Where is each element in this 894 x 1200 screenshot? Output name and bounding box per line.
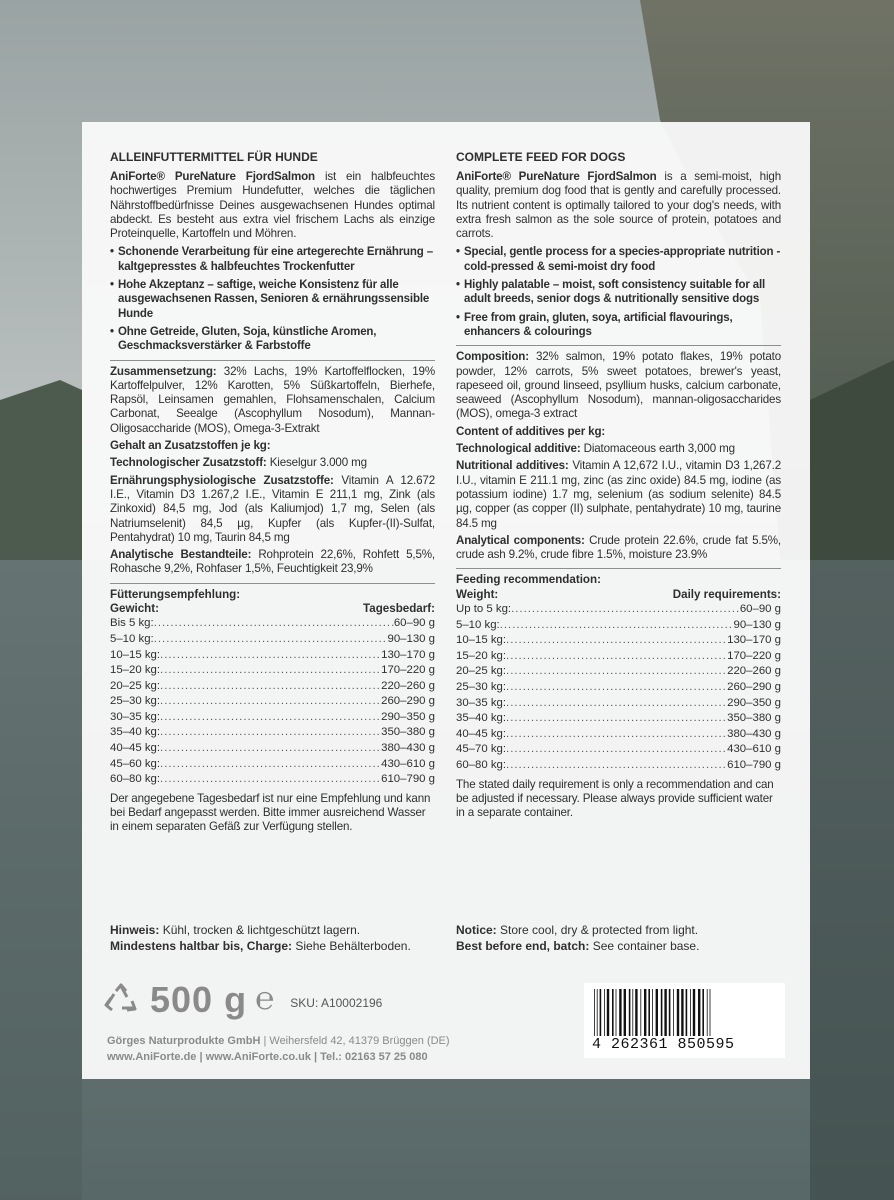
feeding-weight: 20–25 kg:	[456, 665, 507, 678]
leader-dots	[506, 727, 727, 743]
feeding-amount: 170–220 g	[381, 664, 435, 677]
feeding-amount: 90–130 g	[387, 632, 435, 645]
de-additives-head	[110, 439, 435, 453]
barcode-bar	[632, 989, 633, 1041]
leader-dots	[154, 632, 388, 648]
barcode-bar	[635, 989, 637, 1041]
feeding-amount: 130–170 g	[727, 634, 781, 647]
de-tech-text: Kieselgur 3.000 mg	[269, 456, 367, 470]
en-nutri-text: Vitamin A 12,672 I.U., vitamin D3 1,267.2 I.U., vitamin E 211.1 mg, zinc (as zinc oxide) 84.5 mg, iodine (as potassium iodine) 1.7 mg, selenium (as sodium selenite) 84.5 µg, copper (as copper (II) sulphate, pentahydrate) 10 mg, taurine 84.5 mg	[456, 459, 781, 530]
leader-dots	[506, 696, 727, 712]
leader-dots	[506, 742, 727, 758]
de-bbe-text: Siehe Behälterboden.	[295, 939, 411, 953]
de-nutri-additive	[110, 474, 435, 545]
feeding-amount: 350–380 g	[727, 712, 781, 725]
en-composition	[456, 350, 781, 421]
en-notice-label: Notice:	[456, 923, 497, 937]
feeding-amount: 90–130 g	[733, 618, 781, 631]
feeding-weight: 15–20 kg:	[456, 649, 507, 662]
barcode-box	[584, 983, 785, 1058]
barcode-bar	[661, 989, 663, 1041]
feeding-row	[110, 632, 435, 648]
de-storage-notice	[110, 922, 411, 954]
en-additives-head-text: Content of additives per kg:	[456, 424, 606, 438]
feeding-weight: Bis 5 kg:	[110, 617, 154, 630]
feeding-amount: 430–610 g	[381, 757, 435, 770]
feeding-row	[110, 694, 435, 710]
feeding-amount: 220–260 g	[381, 679, 435, 692]
de-analysis-text: Rohprotein 22,6%, Rohfett 5,5%, Rohasche 9,2%, Rohfaser 1,5%, Feuchtigkeit 23,9%	[110, 548, 435, 576]
divider	[110, 360, 435, 361]
de-composition-label: Zusammensetzung:	[110, 364, 217, 378]
de-tech-label: Technologischer Zusatzstoff:	[110, 456, 267, 470]
en-tech-text: Diatomaceous earth 3,000 mg	[583, 442, 735, 456]
feeding-amount: 260–290 g	[727, 680, 781, 693]
en-col-daily: Daily requirements:	[672, 587, 781, 601]
barcode-bar	[624, 989, 626, 1041]
leader-dots	[160, 694, 381, 710]
de-bullet-2: • Hohe Akzeptanz – saftige, weiche Konsistenz für alle ausgewachsenen Rassen, Senioren & ernährungssensible Hunde	[110, 278, 435, 321]
leader-dots	[160, 648, 381, 664]
feeding-weight: 45–60 kg:	[110, 757, 161, 770]
de-feeding-title-text: Fütterungsempfehlung:	[110, 587, 241, 601]
net-weight: 500 g	[150, 979, 248, 1020]
company-info	[107, 1033, 450, 1065]
feeding-row	[456, 742, 781, 758]
de-intro-text: ist ein halbfeuchtes hochwertiges Premium Hundefutter, welches die täglichen Nährstoffbedürfnisse Deines ausgewachsenen Hundes optimal abdeckt. Es besteht aus extra viel frischem Lachs als einzige Proteinquelle, Kartoffeln und Möhren.	[110, 170, 435, 241]
feeding-row	[456, 711, 781, 727]
feeding-amount: 130–170 g	[381, 648, 435, 661]
barcode-bar	[707, 989, 708, 1041]
leader-dots	[506, 680, 727, 696]
recycle-icon	[104, 983, 138, 1017]
en-bullet-3: • Free from grain, gluten, soya, artificial flavourings, enhancers & colourings	[456, 311, 781, 340]
feeding-weight: 40–45 kg:	[456, 727, 507, 740]
feeding-weight: 15–20 kg:	[110, 664, 161, 677]
feeding-amount: 430–610 g	[727, 743, 781, 756]
en-tech-additive	[456, 442, 781, 456]
en-nutri-label: Nutritional additives:	[456, 459, 569, 473]
de-bullet-3: • Ohne Getreide, Gluten, Soja, künstliche Aromen, Geschmacksverstärker & Farbstoffe	[110, 325, 435, 354]
en-tech-label: Technological additive:	[456, 442, 581, 456]
feeding-row	[110, 663, 435, 679]
barcode-bar	[698, 989, 700, 1041]
feeding-weight: 10–15 kg:	[110, 648, 161, 661]
feeding-amount: 60–90 g	[393, 617, 435, 630]
en-brand: AniForte® PureNature FjordSalmon	[456, 170, 657, 183]
feeding-amount: 220–260 g	[727, 665, 781, 678]
feeding-row	[456, 680, 781, 696]
de-analysis	[110, 548, 435, 577]
de-tech-additive	[110, 456, 435, 470]
en-analysis	[456, 534, 781, 563]
divider	[456, 568, 781, 569]
english-column	[456, 150, 781, 820]
leader-dots	[160, 710, 381, 726]
divider	[456, 345, 781, 346]
barcode-bar	[607, 989, 609, 1041]
en-intro	[456, 170, 781, 241]
feeding-weight: 10–15 kg:	[456, 634, 507, 647]
feeding-amount: 290–350 g	[381, 710, 435, 723]
barcode-bar	[673, 989, 674, 1041]
en-feeding-table	[456, 602, 781, 774]
en-composition-label: Composition:	[456, 350, 529, 364]
feeding-amount: 60–90 g	[739, 603, 781, 616]
barcode-bar	[648, 989, 650, 1041]
de-brand: AniForte® PureNature FjordSalmon	[110, 170, 315, 183]
feeding-weight: 30–35 kg:	[110, 710, 161, 723]
de-composition	[110, 365, 435, 436]
feeding-weight: 40–45 kg:	[110, 742, 161, 755]
en-feeding-columns	[456, 588, 781, 602]
feeding-row	[110, 679, 435, 695]
feeding-amount: 380–430 g	[381, 742, 435, 755]
barcode-bar	[710, 989, 711, 1041]
feeding-weight: 60–80 kg:	[110, 773, 161, 786]
barcode-bar	[629, 989, 631, 1041]
barcode-bar	[686, 989, 688, 1041]
feeding-amount: 380–430 g	[727, 727, 781, 740]
weight-block	[104, 980, 382, 1020]
barcode-bar	[644, 989, 646, 1041]
barcode-image	[592, 989, 777, 1041]
en-analysis-label: Analytical components:	[456, 533, 585, 547]
feeding-row	[110, 772, 435, 788]
feeding-row	[110, 725, 435, 741]
en-nutri-additive	[456, 459, 781, 530]
company-contact: www.AniForte.de | www.AniForte.co.uk | Tel.: 02163 57 25 080	[107, 1051, 428, 1063]
de-bbe-label: Mindestens haltbar bis, Charge:	[110, 939, 293, 953]
sku-label: SKU: A10002196	[290, 996, 383, 1010]
feeding-weight: 35–40 kg:	[110, 726, 161, 739]
en-title: COMPLETE FEED FOR DOGS	[456, 150, 626, 164]
de-title: ALLEINFUTTERMITTEL FÜR HUNDE	[110, 150, 318, 164]
leader-dots	[511, 602, 740, 618]
feeding-weight: 60–80 kg:	[456, 758, 507, 771]
feeding-weight: 45–70 kg:	[456, 743, 507, 756]
barcode-bar	[693, 989, 695, 1041]
feeding-weight: 5–10 kg:	[456, 618, 500, 631]
en-additives-head	[456, 425, 781, 439]
barcode-bar	[664, 989, 666, 1041]
de-feeding-columns	[110, 602, 435, 616]
barcode-bar	[640, 989, 641, 1041]
leader-dots	[506, 711, 727, 727]
leader-dots	[506, 633, 727, 649]
feeding-row	[456, 602, 781, 618]
leader-dots	[160, 663, 381, 679]
feeding-row	[456, 618, 781, 634]
de-col-weight: Gewicht:	[110, 602, 159, 616]
barcode-bar	[677, 989, 679, 1041]
barcode-bar	[681, 989, 683, 1041]
en-feeding-note: The stated daily requirement is only a recommendation and can be adjusted if necessary. Please always provide sufficient water in a separate container.	[456, 777, 774, 820]
barcode-bar	[619, 989, 621, 1041]
en-col-weight: Weight:	[456, 587, 499, 601]
feeding-weight: 20–25 kg:	[110, 679, 161, 692]
estimated-sign-icon: ℮	[255, 979, 275, 1016]
en-bullet-2: • Highly palatable – moist, soft consistency suitable for all adult breeds, senior dogs & nutritionally sensitive dogs	[456, 278, 781, 307]
de-nutri-text: Vitamin A 12.672 I.E., Vitamin D3 1.267,2 I.E., Vitamin E 211,1 mg, Zink (als Zinkoxid) 84,5 mg, Jod (als Kaliumjod) 1,7 mg, Selen (als Natriumselenit) 84,5 µg, Kupfer (als Kupfer-(II)-Sulfat, Pentahydrat) 10 mg, Taurin 84,5 mg	[110, 473, 435, 544]
feeding-weight: 25–30 kg:	[110, 695, 161, 708]
de-feeding-note: Der angegebene Tagesbedarf ist nur eine Empfehlung und kann bei Bedarf angepasst werden. Bitte immer ausreichend Wasser in einem separaten Gefäß zur Verfügung stellen.	[110, 791, 431, 834]
feeding-weight: 30–35 kg:	[456, 696, 507, 709]
de-feeding-title	[110, 588, 435, 602]
de-bullet-1: • Schonende Verarbeitung für eine artegerechte Ernährung – kaltgepresstes & halbfeuchtes Trockenfutter	[110, 245, 435, 274]
feeding-amount: 260–290 g	[381, 695, 435, 708]
feeding-amount: 610–790 g	[727, 758, 781, 771]
barcode-bar	[702, 989, 704, 1041]
feeding-weight: 35–40 kg:	[456, 712, 507, 725]
de-intro	[110, 170, 435, 241]
feeding-row	[456, 727, 781, 743]
en-feeding-title	[456, 573, 781, 587]
de-composition-text: 32% Lachs, 19% Kartoffelflocken, 19% Kartoffelpulver, 12% Karotten, 5% Süßkartoffeln, Bierhefe, Rapsöl, Leinsamen gemahlen, Flohsamenschalen, Calcium Carbonat, Seealge (Ascophyllum Nosodum), Mannan-Oligosaccharide (MOS), Omega-3-Extrakt	[110, 364, 435, 435]
feeding-row	[110, 757, 435, 773]
leader-dots	[154, 616, 394, 632]
barcode-number: 4 262361 850595	[592, 1036, 735, 1053]
divider	[110, 583, 435, 584]
company-address: | Weihersfeld 42, 41379 Brüggen (DE)	[263, 1035, 450, 1047]
info-panel	[82, 122, 810, 1079]
feeding-amount: 350–380 g	[381, 726, 435, 739]
barcode-bar	[604, 989, 605, 1041]
barcode-bar	[600, 989, 602, 1041]
de-analysis-label: Analytische Bestandteile:	[110, 548, 252, 562]
leader-dots	[160, 757, 381, 773]
de-col-daily: Tagesbedarf:	[363, 602, 435, 616]
de-feeding-table	[110, 616, 435, 788]
leader-dots	[160, 679, 381, 695]
en-bullet-1: • Special, gentle process for a species-appropriate nutrition - cold-pressed & semi-moist dry food	[456, 245, 781, 274]
leader-dots	[506, 664, 727, 680]
barcode-bar	[594, 989, 595, 1041]
leader-dots	[506, 649, 727, 665]
de-notice-label: Hinweis:	[110, 923, 160, 937]
feeding-amount: 170–220 g	[727, 649, 781, 662]
feeding-row	[456, 649, 781, 665]
feeding-row	[110, 710, 435, 726]
en-bbe-text: See container base.	[592, 939, 700, 953]
feeding-amount: 610–790 g	[381, 773, 435, 786]
feeding-row	[110, 741, 435, 757]
en-notice-text: Store cool, dry & protected from light.	[500, 923, 699, 937]
leader-dots	[160, 725, 381, 741]
en-composition-text: 32% salmon, 19% potato flakes, 19% potato powder, 12% carrots, 5% sweet potatoes, brewer's yeast, rapeseed oil, ground linseed, psyllium husks, calcium carbonate, seaweed (Ascophyllum Nosodum), mannan-oligosaccharides (MOS), omega-3 extract	[456, 350, 781, 421]
barcode-bar	[616, 989, 617, 1041]
en-intro-text: is a semi-moist, high quality, premium dog food that is gently and carefully processed. Its nutrient content is optimally tailored to your dog's needs, with extra fresh salmon as the sole source of protein, potatoes and carrots.	[456, 170, 782, 241]
barcode-bar	[612, 989, 614, 1041]
company-name: Görges Naturprodukte GmbH	[107, 1035, 261, 1047]
barcode-bar	[690, 989, 691, 1041]
barcode-bar	[597, 989, 598, 1041]
feeding-row	[110, 648, 435, 664]
de-notice-text: Kühl, trocken & lichtgeschützt lagern.	[162, 923, 361, 937]
leader-dots	[500, 618, 734, 634]
en-storage-notice	[456, 922, 699, 954]
feeding-weight: Up to 5 kg:	[456, 603, 512, 616]
de-nutri-label: Ernährungsphysiologische Zusatzstoffe:	[110, 473, 334, 487]
en-bbe-label: Best before end, batch:	[456, 939, 590, 953]
barcode-bar	[656, 989, 658, 1041]
barcode-bar	[652, 989, 653, 1041]
leader-dots	[160, 772, 381, 788]
en-feeding-title-text: Feeding recommendation:	[456, 573, 601, 587]
feeding-row	[456, 696, 781, 712]
feeding-amount: 290–350 g	[727, 696, 781, 709]
barcode-bar	[669, 989, 671, 1041]
german-column	[110, 150, 435, 835]
de-additives-head-text: Gehalt an Zusatzstoffen je kg:	[110, 439, 271, 453]
feeding-row	[456, 633, 781, 649]
feeding-row	[456, 758, 781, 774]
feeding-row	[110, 616, 435, 632]
leader-dots	[160, 741, 381, 757]
feeding-weight: 5–10 kg:	[110, 632, 154, 645]
en-analysis-text: Crude protein 22.6%, crude fat 5.5%, crude ash 9.2%, crude fibre 1.5%, moisture 23.9%	[456, 533, 781, 562]
leader-dots	[506, 758, 727, 774]
feeding-row	[456, 664, 781, 680]
feeding-weight: 25–30 kg:	[456, 680, 507, 693]
